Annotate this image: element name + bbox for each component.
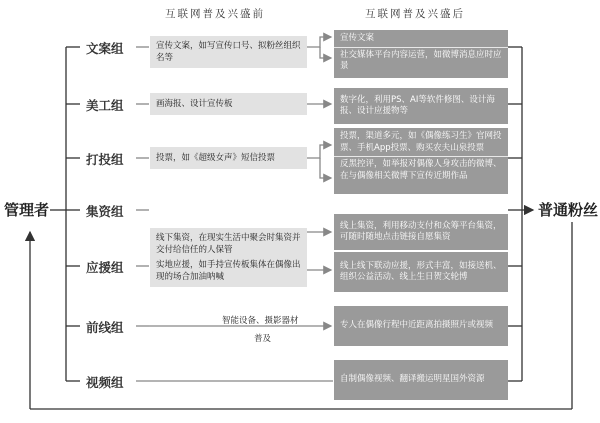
before-box-design xyxy=(150,93,307,115)
after-text-fundraising: 线上集资，利用移动支付和众筹平台集资，可随时随地点击链接自愿集资 xyxy=(340,220,502,242)
before-text-support: 实地应援，如手持宣传板集体在偶像出现的场合加油呐喊 xyxy=(156,260,301,282)
before-text-design: 画海报、设计宣传板 xyxy=(156,99,233,109)
group-label-fundraising: 集资组 xyxy=(86,204,124,219)
after-divider-voting xyxy=(334,156,508,157)
group-label-voting: 打投组 xyxy=(86,152,124,167)
before-text-fundraising: 线下集资，在现实生活中聚会时集资并交付给信任的人保管 xyxy=(156,233,301,255)
after-text-video: 自制偶像视频、翻译搬运明星国外资源 xyxy=(340,374,485,385)
right-actor-fans: 普通粉丝 xyxy=(538,201,599,219)
after-text-frontline: 专人在偶像行程中近距离拍摄照片或视频 xyxy=(340,320,494,331)
frontline-note-line1: 智能设备、摄影器材 xyxy=(222,316,299,326)
after-text-support: 线上线下联动应援，形式丰富，如接送机、组织公益活动、线上生日贺文轮博 xyxy=(340,260,502,282)
group-label-design: 美工组 xyxy=(86,98,124,113)
before-box-support xyxy=(150,255,307,287)
after-box-video xyxy=(334,360,508,400)
after-text-design: 数字化，利用PS、AI等软件修图、设计海报、设计应援物等 xyxy=(340,94,495,116)
after-text-voting-2: 反黑控评，如举报对偶像人身攻击的微博、在与偶像相关微博下宣传近期作品 xyxy=(340,159,502,181)
before-box-copywriting xyxy=(150,36,307,68)
group-label-copywriting: 文案组 xyxy=(86,41,124,56)
after-text-copywriting-2: 社交媒体平台内容运营，如微博消息应时应景 xyxy=(340,49,502,71)
after-box-voting xyxy=(334,128,508,194)
after-box-frontline xyxy=(334,306,508,346)
header-before: 互联网普及兴盛前 xyxy=(165,8,265,20)
left-actor-manager: 管理者 xyxy=(4,201,50,219)
after-box-support xyxy=(334,252,508,292)
before-text-voting: 投票，如《超级女声》短信投票 xyxy=(156,153,276,163)
after-text-voting-1: 投票，渠道多元，如《偶像练习生》官网投票、手机App投票、购买农夫山泉投票 xyxy=(340,131,502,153)
after-box-fundraising xyxy=(334,214,508,250)
group-label-support: 应援组 xyxy=(86,260,124,275)
header-after: 互联网普及兴盛后 xyxy=(365,8,465,20)
group-label-frontline: 前线组 xyxy=(86,320,124,335)
after-box-design xyxy=(334,88,508,124)
before-text-copywriting: 宣传文案，如写宣传口号、拟粉丝组织名等 xyxy=(156,41,301,63)
after-divider-copywriting xyxy=(334,47,508,48)
after-text-copywriting-1: 宣传文案 xyxy=(340,33,375,43)
frontline-note-line2: 普及 xyxy=(254,334,272,344)
after-box-copywriting xyxy=(334,30,508,78)
group-label-video: 视频组 xyxy=(86,375,124,390)
before-box-voting xyxy=(150,147,307,169)
